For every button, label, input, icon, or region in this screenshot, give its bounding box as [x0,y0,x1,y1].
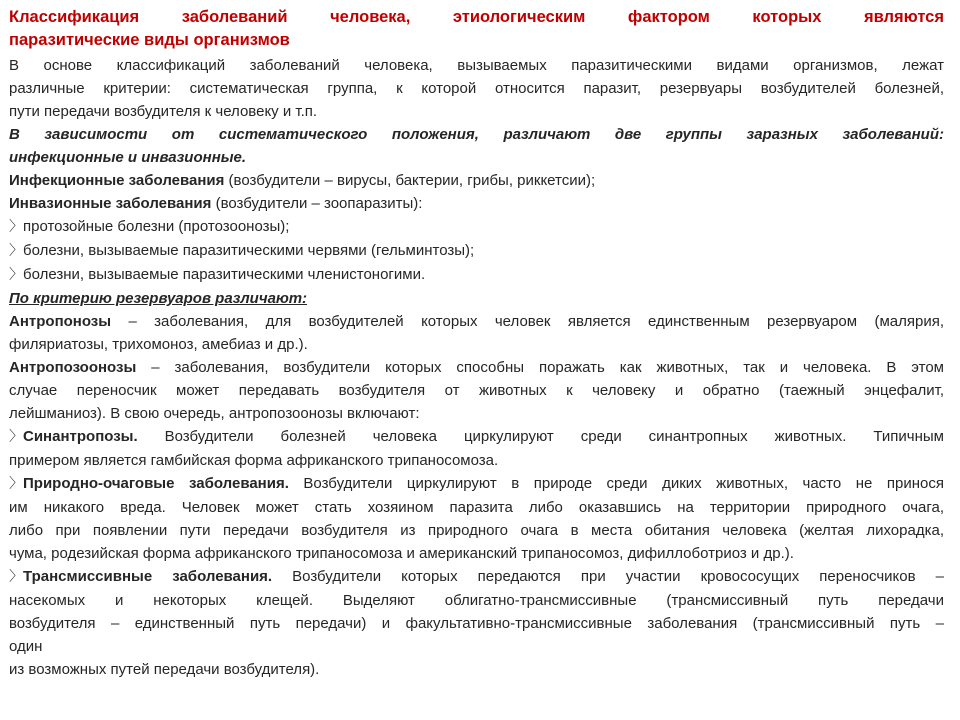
invasive-line [9,192,944,215]
invasive-list [9,215,944,287]
synanthroposes-text-1: Возбудители болезней человека циркулируют среди синантропных животных. Типичным [137,428,944,445]
natural-focal-line-3: либо при появлении пути передачи возбудителя из природного очага в места обитания человека (желтая лихорадка, [9,522,944,539]
transmissible-line-4: один [9,638,43,655]
anthroponoses-text-1: – заболевания, для возбудителей которых человек является единственным резервуаром (малярия, [111,313,944,330]
intro-paragraph [9,54,944,123]
natural-focal-text-1: Возбудители циркулируют в природе среди диких животных, часто не принося [288,475,944,492]
infectious-text: (возбудители – вирусы, бактерии, грибы, риккетсии); [224,172,596,189]
transmissible-line-2: насекомых и некоторых клещей. Выделяют облигатно-трансмиссивные (трансмиссивный путь передачи [9,592,944,609]
anthroponoses-term: Антропонозы [9,313,112,330]
transmissible-line-1 [9,565,944,589]
anthroponoses-line-1 [9,310,944,333]
anthroponoses-paragraph [9,310,944,356]
anthropozoonoses-paragraph [9,356,944,425]
list-item-text: болезни, вызываемые паразитическими червями (гельминтозы); [23,242,475,259]
transmissible-text-1: Возбудители которых передаются при участии кровососущих переносчиков – [272,568,944,585]
intro-line-3: пути передачи возбудителя к человеку и т.п. [9,103,318,120]
synanthroposes-line-2: примером является гамбийская форма африканского трипаносомоза. [9,452,499,469]
anthropozoonoses-line-3: лейшманиоз). В свою очередь, антропозоонозы включают: [9,405,420,422]
bullet-icon: 〉 [9,476,23,492]
transmissible-paragraph [9,565,944,681]
intro-line-1: В основе классификаций заболеваний человека, вызываемых паразитическими видами организмов, лежат [9,57,944,74]
bullet-icon: 〉 [9,569,23,585]
infectious-line [9,169,944,192]
synanthroposes-paragraph [9,425,944,472]
bullet-icon: 〉 [9,429,23,445]
transmissible-line-3: возбудителя – единственный путь передачи) и факультативно-трансмиссивные заболевания (трансмиссивный путь – [9,615,944,632]
anthropozoonoses-line-2: случае переносчик может передавать возбудителя от животных к человеку и обратно (таежный энцефалит, [9,382,944,399]
systematic-line-2: инфекционные и инвазионные. [9,149,247,166]
list-item-text: болезни, вызываемые паразитическими членистоногими. [23,266,426,283]
natural-focal-line-2: им никакого вреда. Человек может стать хозяином паразита либо оказавшись на территории природного очага, [9,499,944,516]
anthropozoonoses-line-1 [9,356,944,379]
bullet-icon: 〉 [9,243,23,259]
title-line-1: Классификация заболеваний человека, этиологическим фактором которых являются [9,8,944,26]
reservoir-heading: По критерию резервуаров различают: [9,290,308,307]
invasive-paragraph [9,192,944,215]
bullet-icon: 〉 [9,267,23,283]
list-item [9,263,944,287]
infectious-term: Инфекционные заболевания [9,172,225,189]
list-item [9,239,944,263]
synanthroposes-line-1 [9,425,944,449]
slide-title [9,6,944,52]
synanthroposes-term: Синантропозы. [23,428,138,445]
intro-line-2: различные критерии: систематическая группа, к которой относится паразит, резервуары возбудителей болезней, [9,80,944,97]
anthropozoonoses-term: Антропозоонозы [9,359,137,376]
invasive-term: Инвазионные заболевания [9,195,212,212]
transmissible-term: Трансмиссивные заболевания. [23,568,273,585]
list-item [9,215,944,239]
invasive-text: (возбудители – зоопаразиты): [211,195,423,212]
infectious-paragraph [9,169,944,192]
transmissible-line-5: из возможных путей передачи возбудителя). [9,661,320,678]
natural-focal-line-4: чума, родезийская форма африканского трипаносомоза и американский трипаносомоз, дифиллоботриоз и др.). [9,545,794,562]
bullet-icon: 〉 [9,219,23,235]
title-line-2: паразитические виды организмов [9,31,290,49]
slide-content [9,6,944,681]
anthropozoonoses-text-1: – заболевания, возбудители которых способны поражать как животных, так и человека. В этом [136,359,944,376]
list-item-text: протозойные болезни (протозоонозы); [23,218,290,235]
natural-focal-line-1 [9,472,944,496]
natural-focal-term: Природно-очаговые заболевания. [23,475,289,492]
systematic-paragraph [9,123,944,169]
anthroponoses-line-2: филяриатозы, трихомоноз, амебиаз и др.). [9,336,308,353]
natural-focal-paragraph [9,472,944,565]
systematic-line-1: В зависимости от систематического положения, различают две группы заразных заболеваний: [9,126,944,143]
